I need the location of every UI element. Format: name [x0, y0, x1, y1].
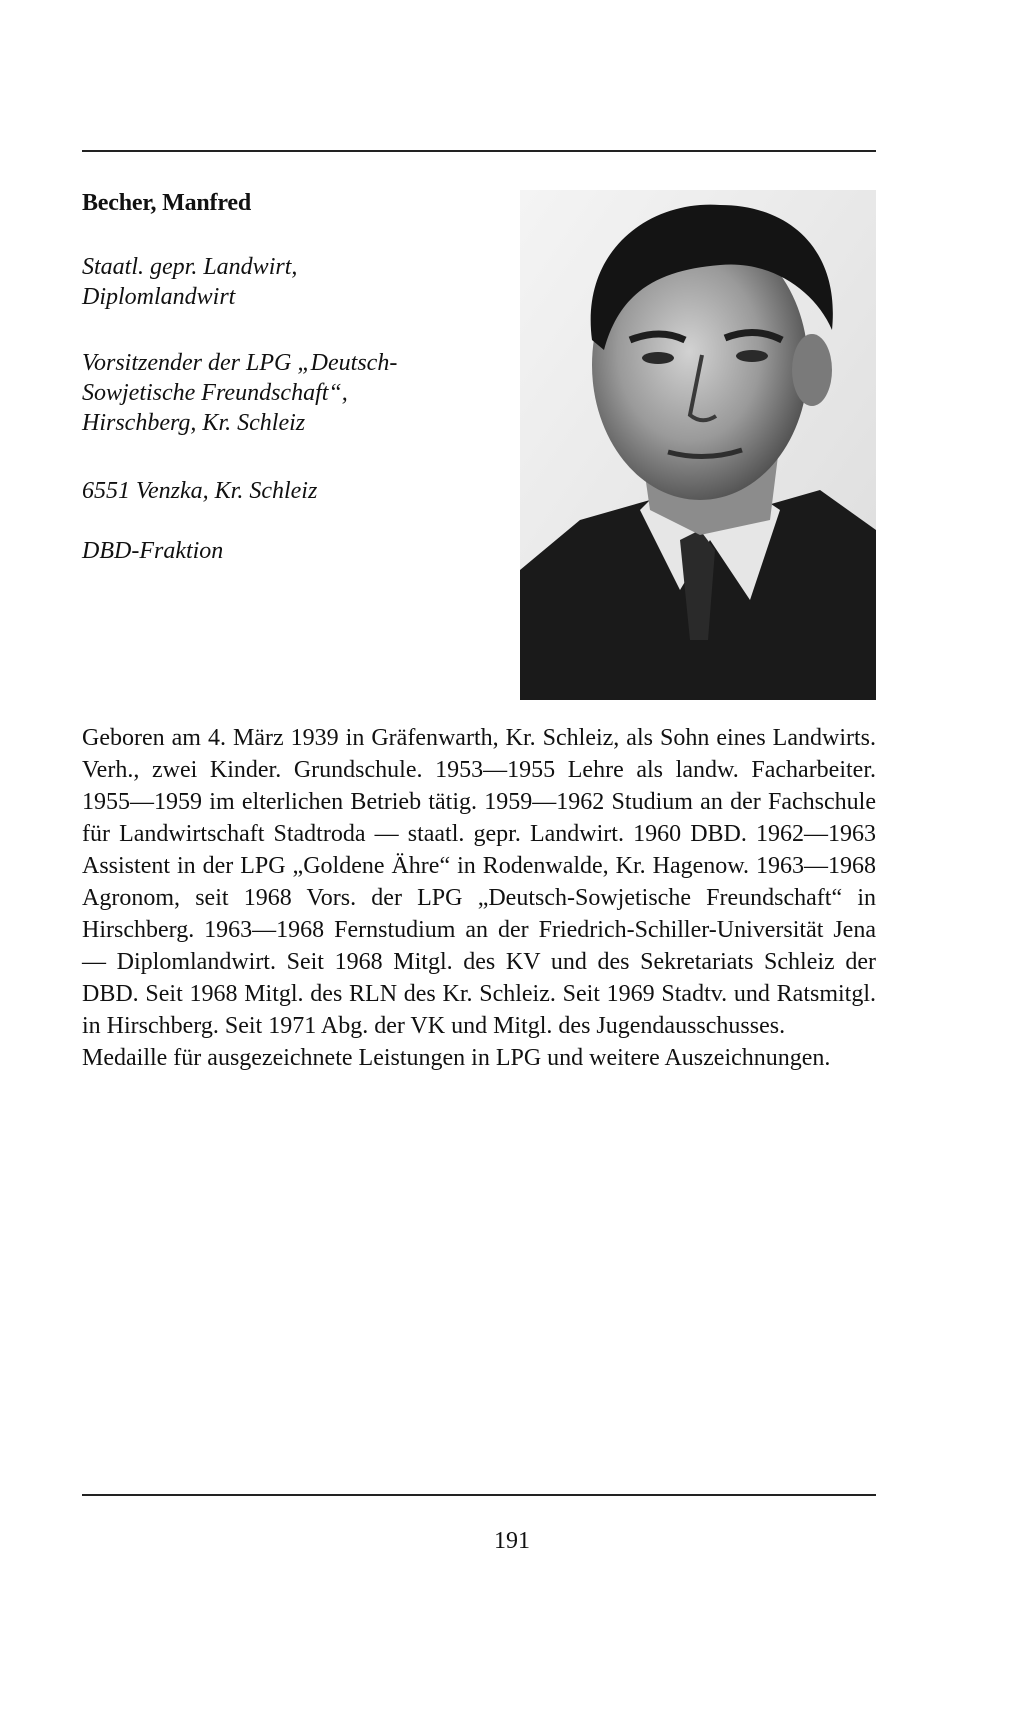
- portrait-image: [520, 190, 876, 700]
- qualification-line: Staatl. gepr. Landwirt,: [82, 254, 298, 280]
- portrait-photo: [520, 190, 876, 700]
- qualification: [82, 252, 502, 312]
- position-line: Hirschberg, Kr. Schleiz: [82, 410, 306, 436]
- address: 6551 Venzka, Kr. Schleiz: [82, 478, 318, 504]
- faction: DBD-Fraktion: [82, 538, 224, 564]
- position-line: Sowjetische Freundschaft“,: [82, 380, 348, 406]
- qualification-line: Diplomlandwirt: [82, 284, 236, 310]
- bottom-rule: [82, 1494, 876, 1496]
- entry-name: Becher, Manfred: [82, 190, 251, 216]
- position: [82, 348, 502, 438]
- page-number: 191: [494, 1528, 530, 1554]
- top-rule: [82, 150, 876, 152]
- biography: [82, 722, 876, 1074]
- biography-paragraph: Geboren am 4. März 1939 in Gräfenwarth, Kr. Schleiz, als Sohn eines Landwirts. Verh., zwei Kinder. Grundschule. 1953—1955 Lehre als landw. Facharbeiter. 1955—1959 im elterlichen Betrieb tätig. 1959—1962 Studium an der Fachschule für Landwirtschaft Stadtroda — staatl. gepr. Landwirt. 1960 DBD. 1962—1963 Assistent in der LPG „Goldene Ähre“ in Rodenwalde, Kr. Hagenow. 1963—1968 Agronom, seit 1968 Vors. der LPG „Deutsch-Sowjetische Freundschaft“ in Hirschberg. 1963—1968 Fernstudium an der Friedrich-Schiller-Universität Jena — Diplomlandwirt. Seit 1968 Mitgl. des KV und des Sekretariats Schleiz der DBD. Seit 1968 Mitgl. des RLN des Kr. Schleiz. Seit 1969 Stadtv. und Ratsmitgl. in Hirschberg. Seit 1971 Abg. der VK und Mitgl. des Jugendausschusses.: [82, 725, 876, 1039]
- biography-paragraph: Medaille für ausgezeichnete Leistungen in LPG und weitere Auszeichnungen.: [82, 1045, 831, 1071]
- position-line: Vorsitzender der LPG „Deutsch-: [82, 350, 398, 376]
